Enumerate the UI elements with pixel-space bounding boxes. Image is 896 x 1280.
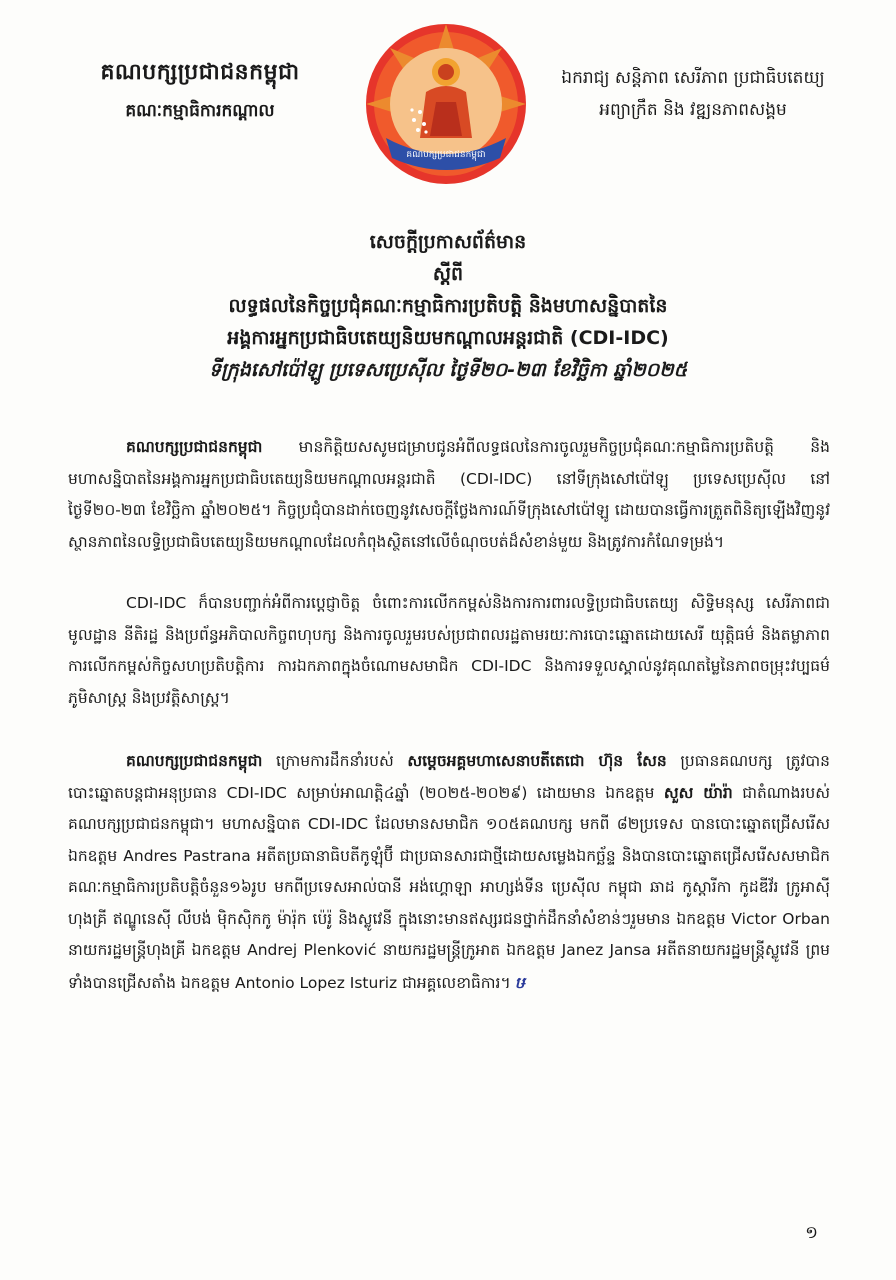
- paragraph-3-representative: សួស យ៉ារ៉ា: [663, 783, 733, 802]
- paragraph-3-lead: គណបក្សប្រជាជនកម្ពុជា: [126, 752, 263, 770]
- paragraph-2-text: CDI-IDC ក៏បានបញ្ជាក់អំពីការប្តេជ្ញាចិត្ត ចំពោះការលើកកម្ពស់និងការការពារលទ្ធិប្រជាធិបតេយ្យ សិទ្ធិមនុស្ស សេរីភាពជាមូលដ្ឋាន នីតិរដ្ឋ និងប្រព័ន្ធអភិបាលកិច្ចពហុបក្ស និងការចូលរួមរបស់ប្រជាពលរដ្ឋតាមរយៈការបោះឆ្នោតដោយសេរី យុត្តិធម៌ និងតម្លាភាព ការលើកកម្ពស់កិច្ចសហប្រតិបត្តិការ ការឯកភាពក្នុងចំណោមសមាជិក CDI-IDC និងការទទួលស្គាល់នូវគុណតម្លៃនៃភាពចម្រុះវប្បធម៌ ភូមិសាស្ត្រ និងប្រវត្តិសាស្ត្រ។: [68, 594, 830, 707]
- page-number: ១: [805, 1223, 818, 1243]
- paragraph-3-text-1: ក្រោមការដឹកនាំរបស់: [262, 752, 408, 770]
- party-emblem-icon: [362, 20, 530, 188]
- title-line-4: អង្គការអ្នកប្រជាធិបតេយ្យនិយមកណ្តាលអន្តរជាតិ (CDI-IDC): [227, 327, 669, 349]
- paragraph-1-text: មានកិត្តិយសសូមជម្រាបជូនអំពីលទ្ធផលនៃការចូលរួមកិច្ចប្រជុំគណៈកម្មាធិការប្រតិបត្តិ និងមហាសន្និបាតនៃអង្គការអ្នកប្រជាធិបតេយ្យនិយមកណ្តាលអន្តរជាតិ (CDI-IDC) នៅទីក្រុងសៅប៉ៅឡូ ប្រទេសប្រេស៊ីល នៅថ្ងៃទី២០-២៣ ខែវិច្ឆិកា ឆ្នាំ២០២៥។ កិច្ចប្រជុំបានដាក់ចេញនូវសេចក្តីថ្លែងការណ៍ទីក្រុងសៅប៉ៅឡូ ដោយបានធ្វើការត្រួតពិនិត្យឡើងវិញនូវស្ថានភាពនៃលទ្ធិប្រជាធិបតេយ្យនិយមកណ្តាលដែលកំពុងស្ថិតនៅលើចំណុចបត់ដ៏សំខាន់មួយ និងត្រូវការកំណែទម្រង់។: [68, 438, 830, 551]
- committee-name: គណៈកម្មាធិការកណ្តាល: [125, 101, 275, 121]
- party-logo: [362, 20, 530, 188]
- motto-line-2: អព្យាក្រឹត និង វឌ្ឍនភាពសង្គម: [599, 100, 787, 120]
- title-line-2: ស្តីពី: [432, 263, 464, 285]
- title-line-1: សេចក្តីប្រកាសព័ត៌មាន: [369, 231, 527, 253]
- paragraph-3: [68, 746, 830, 999]
- party-name: គណបក្សប្រជាជនកម្ពុជា: [100, 60, 300, 85]
- logo-banner-text: គណបក្សប្រជាជនកម្ពុជា: [406, 150, 486, 160]
- body-text: [68, 432, 830, 1029]
- paragraph-3-leader: សម្តេចអគ្គមហាសេនាបតីតេជោ ហ៊ុន សែន: [407, 752, 667, 770]
- paragraph-1: [68, 432, 830, 558]
- paragraph-2: [68, 588, 830, 714]
- paragraph-1-lead: គណបក្សប្រជាជនកម្ពុជា: [126, 438, 263, 456]
- title-line-5: ទីក្រុងសៅប៉ៅឡូ ប្រទេសប្រេស៊ីល ថ្ងៃទី២០-២៣ ខែវិច្ឆិកា ឆ្នាំ២០២៥: [208, 359, 688, 381]
- handwritten-initials: ឞ: [514, 972, 525, 992]
- title-line-3: លទ្ធផលនៃកិច្ចប្រជុំគណៈកម្មាធិការប្រតិបត្តិ និងមហាសន្និបាតនៃ: [228, 295, 668, 317]
- header-left: [50, 58, 350, 125]
- header-right: [538, 62, 848, 126]
- paragraph-3-text-2: ប្រធានគណបក្ស ត្រូវបានបោះឆ្នោតបន្តជាអនុប្រធាន CDI-IDC សម្រាប់អាណត្តិ៤ឆ្នាំ (២០២៥-២០២៩) ដោយមាន ឯកឧត្តម: [68, 752, 830, 802]
- title-block: [60, 226, 836, 386]
- motto-line-1: ឯករាជ្យ សន្តិភាព សេរីភាព ប្រជាធិបតេយ្យ: [561, 68, 825, 88]
- paragraph-3-text-3: ជាតំណាងរបស់គណបក្សប្រជាជនកម្ពុជា។ មហាសន្និបាត CDI-IDC ដែលមានសមាជិក ១០៥គណបក្ស មកពី ៨២ប្រទេស បានបោះឆ្នោតជ្រើសរើស ឯកឧត្តម Andres Pastrana អតីតប្រធានាធិបតីកូឡុំប៊ី ជាប្រធានសារជាថ្មីដោយសម្លេងឯកច្ឆ័ន្ទ និងបានបោះឆ្នោតជ្រើសរើសសមាជិកគណៈកម្មាធិការប្រតិបត្តិចំនួន១៦រូប មកពីប្រទេសអាល់បានី អង់ហ្គោឡា អាហ្សង់ទីន ប្រេស៊ីល កម្ពុជា ឆាដ កូស្តារីកា កូដឌីវ័រ ក្រូអាស៊ី ហុងគ្រី ឥណ្ឌូនេស៊ី លីបង់ ម៉ិកស៊ិកកូ ម៉ារ៉ុក ប៉េរ៉ូ និងស្លូវេនី ក្នុងនោះមានឥស្សរជនថ្នាក់ដឹកនាំសំខាន់ៗរួមមាន ឯកឧត្តម Victor Orban នាយករដ្ឋមន្ត្រីហុងគ្រី ឯកឧត្តម Andrej Plenković នាយករដ្ឋមន្ត្រីក្រូអាត ឯកឧត្តម Janez Jansa អតីតនាយករដ្ឋមន្ត្រីស្លូវេនី ព្រមទាំងបានជ្រើសតាំង ឯកឧត្តម Antonio Lopez Isturiz ជាអគ្គលេខាធិការ។: [68, 783, 830, 992]
